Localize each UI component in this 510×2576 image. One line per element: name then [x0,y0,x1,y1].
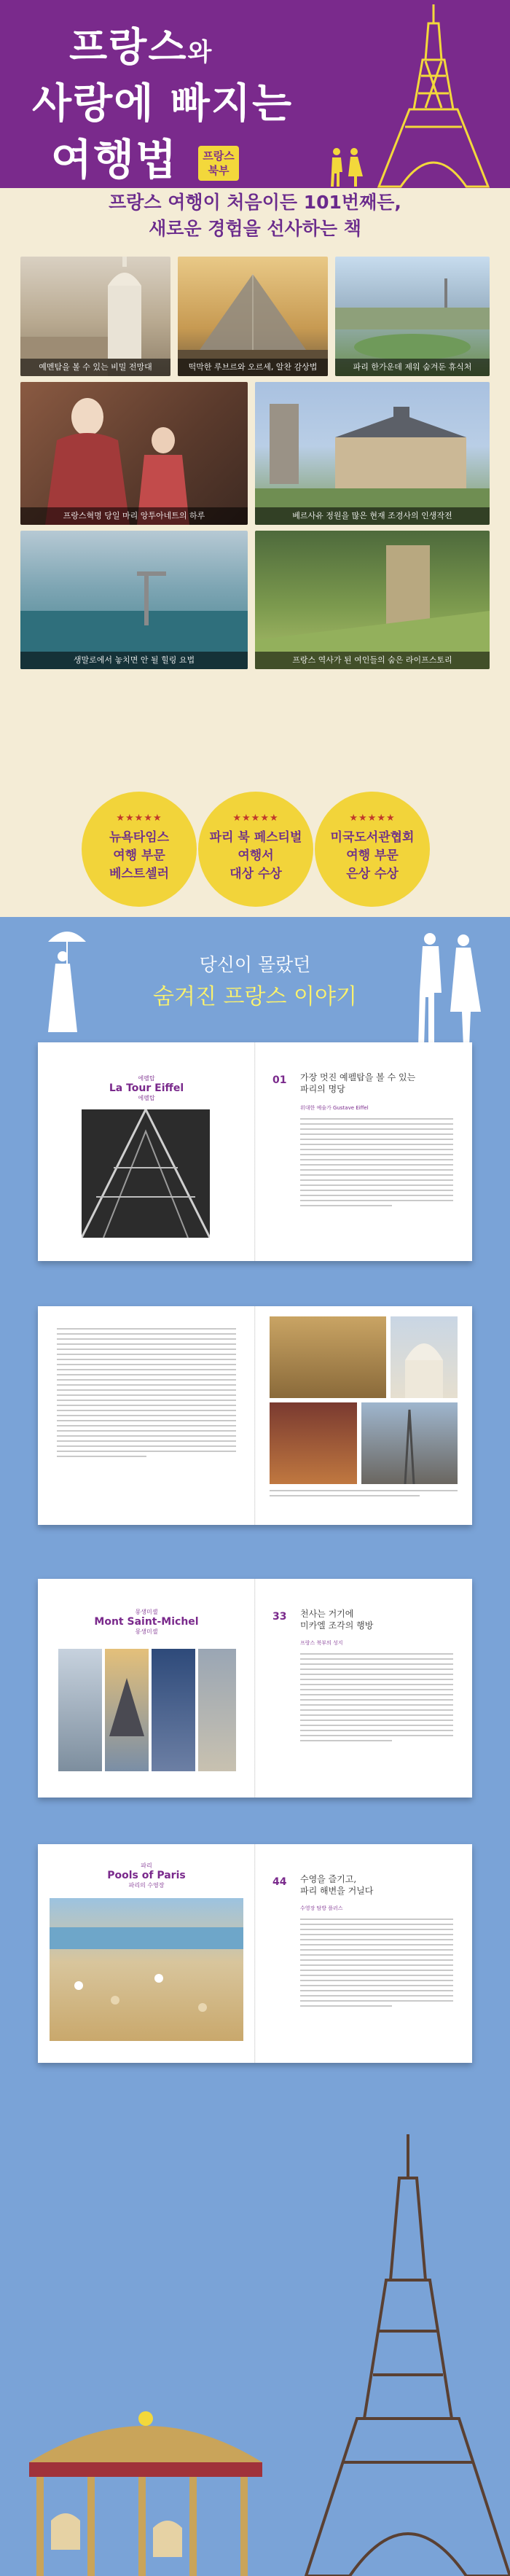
mont-photo-3 [152,1649,195,1771]
region-badge [198,146,239,181]
beach-crowd-image [50,1898,243,2041]
section-title [300,1873,446,1897]
section-title-line-2: 파리 해변을 거닐다 [300,1886,374,1896]
caption-lines [270,1490,458,1500]
hidden-stories-section [0,917,510,2576]
award-line-1: 파리 북 페스티벌 [209,830,302,845]
award-badge [198,792,313,907]
title-line-3: 여행법 [51,135,178,184]
spread-right-page [255,1579,472,1798]
spread-left-page [38,1306,255,1525]
eiffel-bw-photo [82,1109,210,1238]
award-line-3: 은상 수상 [346,867,399,881]
photo-caption: 파리 한가운데 제워 숨겨둔 휴식처 [335,359,490,376]
spread-right-page [255,1306,472,1525]
book-spread [38,1579,472,1798]
intro-headline [0,190,510,242]
photo-vineyard [255,531,490,669]
couple-illustration [325,146,369,188]
chateau-image [255,382,490,525]
award-badge [315,792,430,907]
book-spread [38,1306,472,1525]
award-line-2: 여행 부문 [346,848,399,863]
award-line-3: 대상 수상 [230,867,282,881]
eiffel-detail-image [82,1109,210,1238]
award-stars: ★★★★★ [232,813,279,824]
section-title-line-2: 미카엘 조각의 행방 [300,1620,374,1631]
body-text-lines [57,1328,236,1461]
pool-photo [50,1898,243,2041]
mont-photo-1 [58,1649,102,1771]
section-subtitle: 프랑스 북부의 성지 [300,1640,343,1646]
title-word-france: 프랑스 [69,24,188,70]
section-title-line-2: 파리의 명당 [300,1084,345,1094]
sea-pool-image [20,531,248,669]
dome-photo [391,1316,458,1398]
building-photo [270,1316,386,1398]
spread-left-page [38,1579,255,1798]
street-photo [361,1402,458,1484]
spread-left-page [38,1042,255,1261]
section-number: 01 [272,1074,287,1086]
book-spread [38,1844,472,2063]
eiffel-tower-bottom-icon [306,2134,510,2576]
photo-caption: 생말로에서 놓치면 안 될 힐링 요법 [20,652,248,669]
body-text-lines [300,1653,453,1745]
chapter-title: Mont Saint-Michel [94,1616,199,1628]
award-line-2: 여행서 [238,848,274,863]
chapter-subtitle: 에펠탑 [138,1095,155,1101]
section-subtitle: 수영장 탐방 플러스 [300,1905,343,1911]
title-line-1 [69,16,213,72]
photo-louvre [178,257,328,376]
section-subtitle: 위대한 예술가 Gustave Eiffel [300,1105,369,1111]
photo-park [335,257,490,376]
body-text-lines [300,1919,453,2010]
section-title-line-1: 수영을 즐기고, [300,1874,357,1884]
eiffel-tower-icon [372,3,495,188]
hidden-stories-title-line-1: 당신이 몰랐던 [199,954,311,975]
photo-caption: 베르사유 정원을 많은 현재 조경사의 인생작전 [255,507,490,525]
mont-silhouette-image [105,1649,149,1771]
mont-photo-4 [198,1649,236,1771]
chapter-title: La Tour Eiffel [109,1082,184,1094]
photo-caption: 떡막한 루브르와 오르세, 알찬 감상법 [178,359,328,376]
award-badge [82,792,197,907]
chapter-subtitle: 몽생미셸 [135,1628,158,1635]
section-number: 33 [272,1611,287,1623]
title-line-2: 사랑에 빠지는 [32,80,294,128]
spread-left-page [38,1844,255,2063]
portrait-painting-image [20,382,248,525]
photo-caption: 프랑스혁명 당일 마리 앙투아네트의 하루 [20,507,248,525]
chapter-tag: 파리 [141,1862,152,1869]
badge-line-2: 북부 [208,164,230,177]
award-line-2: 여행 부문 [113,848,165,863]
award-line-3: 베스트셀러 [109,867,170,881]
award-stars: ★★★★★ [116,813,162,824]
section-title [300,1072,446,1095]
section-title-line-1: 천사는 거기에 [300,1609,354,1619]
chapter-title: Pools of Paris [107,1870,186,1881]
header-banner [0,0,510,188]
hidden-stories-title-line-2: 숨겨진 프랑스 이야기 [153,984,357,1010]
section-title [300,1608,446,1631]
body-text-lines [300,1118,453,1210]
badge-line-1: 프랑스 [203,149,235,163]
vineyard-image [255,531,490,669]
photo-paris-view [20,257,170,376]
dome-image [391,1316,458,1398]
photo-caption: 프랑스 역사가 된 여인들의 숨은 라이프스토리 [255,652,490,669]
chapter-tag: 몽생미셸 [135,1609,158,1615]
chapter-subtitle: 파리의 수영장 [128,1882,165,1889]
photo-caption: 예멘탐을 볼 수 있는 비밀 전망대 [20,359,170,376]
award-line-1: 미국도서관협회 [330,830,415,845]
section-title-line-1: 가장 멋진 예펠탑을 볼 수 있는 [300,1072,416,1082]
headline-line-2: 새로운 경험을 선사하는 책 [149,218,361,239]
spread-right-page [255,1042,472,1261]
photo-saint-malo [20,531,248,669]
book-spread [38,1042,472,1261]
section-number: 44 [272,1876,287,1888]
award-line-1: 뉴욕타임스 [109,830,170,845]
spread-right-page [255,1844,472,2063]
carousel-eiffel-illustration [0,2112,510,2576]
chapter-tag: 에펠탑 [138,1075,155,1082]
headline-line-1: 프랑스 여행이 처음이든 101번째든, [109,192,401,213]
mont-photo-2 [105,1649,149,1771]
title-particle: 와 [187,38,213,67]
street-tower-image [361,1402,458,1484]
award-stars: ★★★★★ [349,813,396,824]
photo-marie-antoinette [20,382,248,525]
interior-photo [270,1402,357,1484]
photo-chateau [255,382,490,525]
